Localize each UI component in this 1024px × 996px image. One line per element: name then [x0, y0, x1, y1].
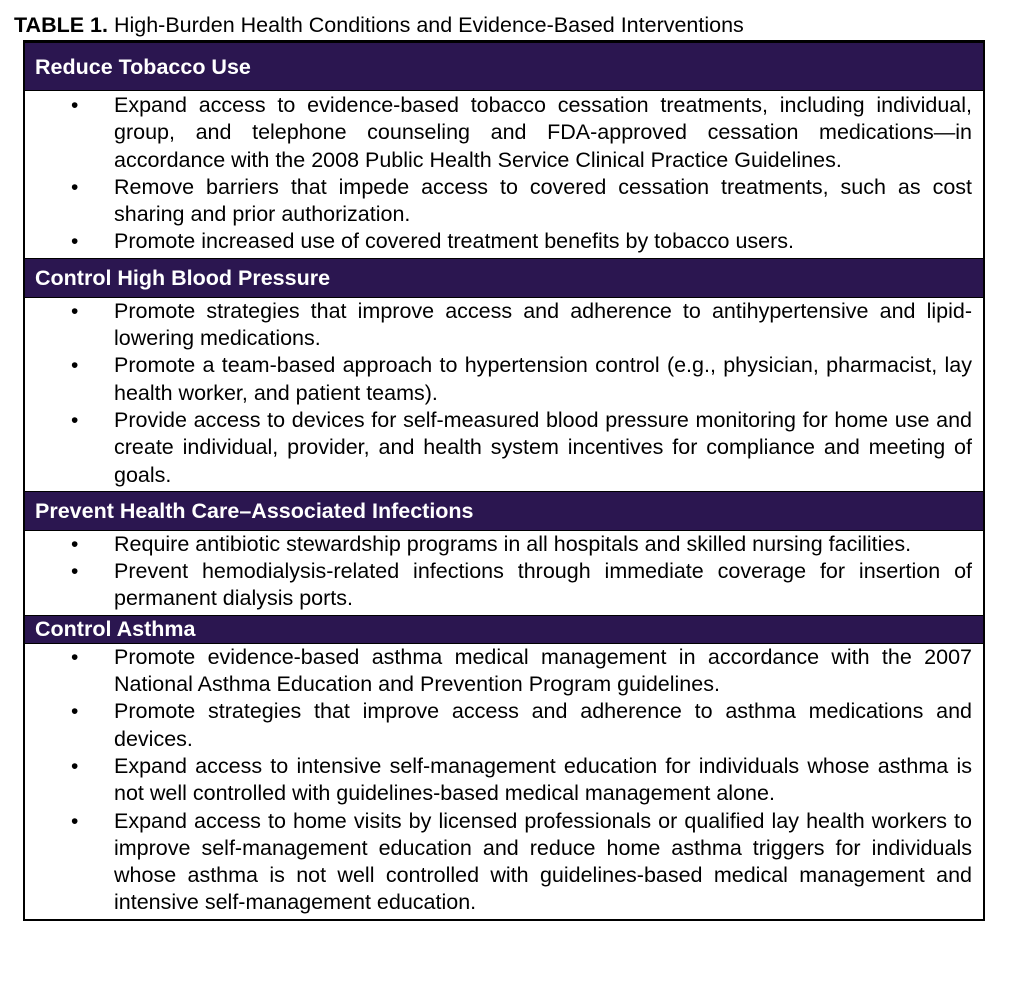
table-caption [14, 12, 744, 38]
list-item-text: Expand access to home visits by licensed professionals or qualified lay health workers to improve self-management education and reduce home asthma triggers for individuals whose asthma is not well controlled with guidelines-based medical management and intensive self-management education. [114, 808, 972, 915]
list-item-text: Remove barriers that impede access to covered cessation treatments, such as cost sharing and prior authorization. [114, 174, 972, 227]
list-item [25, 558, 983, 613]
list-item-text: Provide access to devices for self-measured blood pressure monitoring for home use and create individual, provider, and health system incentives for compliance and meeting of goals. [114, 407, 972, 487]
list-item [25, 228, 983, 255]
bullet-list [25, 531, 983, 613]
section-heading-infections: Prevent Health Care–Associated Infections [25, 491, 983, 531]
bullet-icon: • [71, 94, 79, 117]
bullet-icon: • [71, 645, 79, 669]
section-heading-tobacco: Reduce Tobacco Use [25, 42, 983, 91]
list-item-text: Expand access to intensive self-management education for individuals whose asthma is not well controlled with guidelines-based medical management alone. [114, 753, 972, 806]
section-body-blood-pressure [25, 298, 983, 491]
list-item-text: Promote increased use of covered treatment benefits by tobacco users. [114, 229, 795, 254]
list-item [25, 174, 983, 229]
table-title: High-Burden Health Conditions and Evidence-Based Interventions [113, 13, 744, 37]
list-item [25, 92, 983, 174]
bullet-icon: • [71, 408, 79, 432]
section-body-infections [25, 531, 983, 615]
bullet-list [25, 298, 983, 489]
bullet-list [25, 92, 983, 256]
list-item [25, 698, 983, 753]
list-item-text: Prevent hemodialysis-related infections through immediate coverage for insertion of permanent dialysis ports. [114, 559, 972, 611]
list-item [25, 407, 983, 489]
bullet-icon: • [71, 560, 79, 584]
bullet-icon: • [71, 230, 79, 254]
list-item-text: Promote strategies that improve access and adherence to asthma medications and devices. [114, 699, 972, 751]
list-item-text: Require antibiotic stewardship programs in all hospitals and skilled nursing facilities. [114, 531, 912, 556]
list-item [25, 808, 983, 917]
section-body-tobacco [25, 91, 983, 258]
list-item-text: Promote evidence-based asthma medical management in accordance with the 2007 National Asthma Education and Prevention Program guidelines. [114, 644, 972, 697]
interventions-table [23, 40, 985, 921]
section-body-asthma [25, 644, 983, 919]
table-label: TABLE 1. [14, 13, 108, 37]
bullet-icon: • [71, 532, 79, 556]
section-asthma [25, 615, 983, 919]
list-item-text: Expand access to evidence-based tobacco cessation treatments, including individual, group, and telephone counseling and FDA-approved cessation medications—in accordance with the 2008 Public Health Service Clinical Practice Guidelines. [114, 93, 972, 172]
list-item [25, 753, 983, 808]
section-heading-blood-pressure: Control High Blood Pressure [25, 258, 983, 298]
bullet-list [25, 644, 983, 917]
bullet-icon: • [71, 299, 79, 323]
bullet-icon: • [71, 175, 79, 199]
list-item-text: Promote a team-based approach to hypertension control (e.g., physician, pharmacist, lay health worker, and patient teams). [114, 353, 972, 405]
bullet-icon: • [71, 754, 79, 778]
list-item [25, 352, 983, 407]
bullet-icon: • [71, 700, 79, 724]
list-item [25, 644, 983, 699]
list-item-text: Promote strategies that improve access and adherence to antihypertensive and lipid-lowering medications. [114, 298, 972, 351]
bullet-icon: • [71, 809, 79, 833]
list-item [25, 298, 983, 353]
list-item [25, 531, 983, 558]
section-heading-asthma: Control Asthma [25, 615, 983, 644]
section-infections [25, 491, 983, 615]
section-blood-pressure [25, 258, 983, 491]
section-tobacco [25, 42, 983, 258]
bullet-icon: • [71, 354, 79, 378]
